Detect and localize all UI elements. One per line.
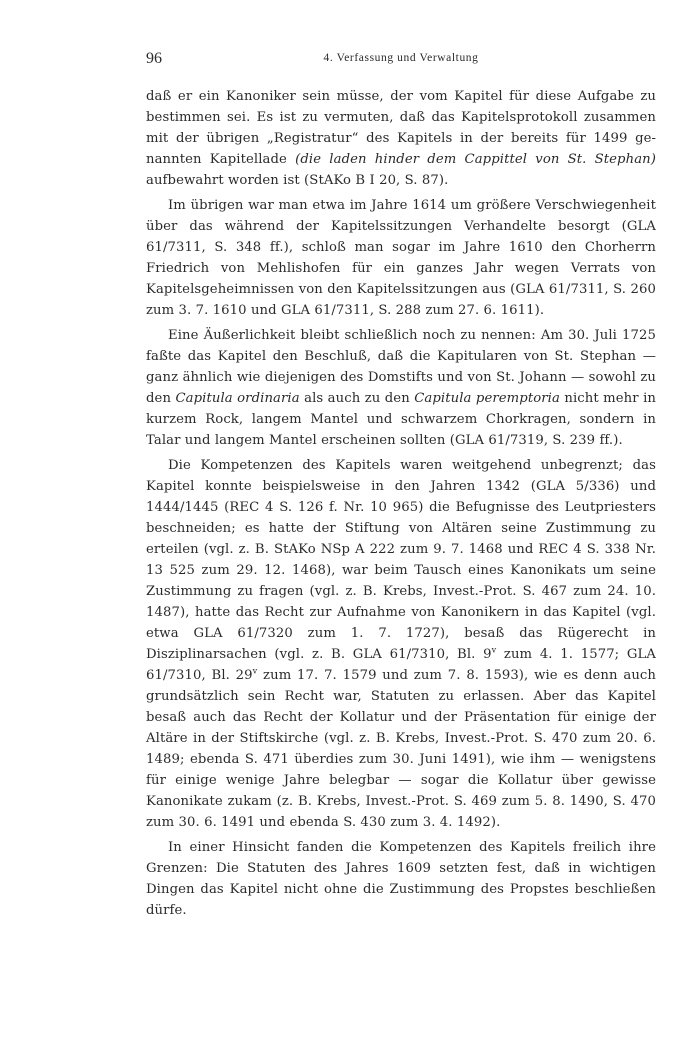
paragraph bbox=[146, 86, 656, 191]
text-segment: daß er ein Kanoniker sein müsse, der vom Kapitel für diese Aufgabe zu bestimmen sei. Es ist zu vermuten, daß das Kapitelsprotokoll zusammen mit der übrigen „Registratur“ des Kapitels in der bereits für 1499 genannten Kapitellade bbox=[146, 89, 656, 167]
superscript: v bbox=[252, 666, 258, 676]
italic-text: Capitula peremptoria bbox=[414, 391, 560, 406]
running-head bbox=[146, 50, 656, 72]
superscript: v bbox=[491, 645, 497, 655]
page-number: 96 bbox=[146, 50, 162, 67]
text-segment: Die Kompetenzen des Kapitels waren weitgehend unbegrenzt; das Kapitel konnte beispielsweise in den Jahren 1342 (GLA 5/336) und 1444/1445 (REC 4 S. 126 f. Nr. 10 965) die Befugnisse des Leutpriesters beschneiden; es hatte der Stiftung von Altären seine Zustimmung zu erteilen (vgl. z. B. StAKo NSp A 222 zum 9. 7. 1468 und REC 4 S. 338 Nr. 13 525 zum 29. 12. 1468), war beim Tausch eines Kanonikats um seine Zustimmung zu fragen (vgl. z. B. Krebs, Invest.-Prot. S. 467 zum 24. 10. 1487), hatte das Recht zur Aufnahme von Kanonikern in das Kapitel (vgl. etwa GLA 61/7320 zum 1. 7. 1727), besaß das Rügerecht in Disziplinarsachen (vgl. z. B. GLA 61/7310, Bl. 9 bbox=[146, 458, 656, 662]
text-segment: nicht mehr in kurzem Rock, langem Mantel und schwarzem Chorkragen, sondern in Talar und langem Mantel erscheinen sollten (GLA 61/7319, S. 239 ff.). bbox=[146, 391, 656, 448]
paragraph bbox=[146, 837, 656, 921]
body-text bbox=[146, 86, 656, 921]
paragraph bbox=[146, 325, 656, 451]
text-segment: Eine Äußerlichkeit bleibt schließlich noch zu nennen: Am 30. Juli 1725 faßte das Kapitel den Beschluß, daß die Kapitularen von St. Stephan — ganz ähnlich wie diejenigen des Domstifts und von St. Johann — sowohl zu den bbox=[146, 328, 656, 406]
paragraph bbox=[146, 195, 656, 321]
text-segment: aufbewahrt worden ist (StAKo B I 20, S. 87). bbox=[146, 173, 449, 188]
text-segment: Im übrigen war man etwa im Jahre 1614 um größere Verschwiegenheit über das während der Kapitelssitzungen Verhandelte besorgt (GLA 61/7311, S. 348 ff.), schloß man sogar im Jahre 1610 den Chorherrn Friedrich von Mehlishofen für ein ganzes Jahr wegen Verrats von Kapitelsgeheimnissen von den Kapitelssitzungen aus (GLA 61/7311, S. 260 zum 3. 7. 1610 und GLA 61/7311, S. 288 zum 27. 6. 1611). bbox=[146, 198, 656, 318]
text-segment: zum 4. 1. 1577; GLA 61/7310, Bl. 29 bbox=[146, 647, 657, 683]
text-segment: zum 17. 7. 1579 und zum 7. 8. 1593), wie es denn auch grundsätzlich sein Recht war, Statuten zu erlassen. Aber das Kapitel besaß auch das Recht der Kollatur und der Präsentation für einige der Altäre in der Stiftskirche (vgl. z. B. Krebs, Invest.-Prot. S. 470 zum 20. 6. 1489; ebenda S. 471 überdies zum 30. Juni 1491), wie ihm — wenigstens für einige wenige Jahre belegbar — sogar die Kollatur über gewisse Kanonikate zukam (z. B. Krebs, Invest.-Prot. S. 469 zum 5. 8. 1490, S. 470 zum 30. 6. 1491 und ebenda S. 430 zum 3. 4. 1492). bbox=[146, 668, 656, 830]
book-page bbox=[146, 50, 656, 925]
paragraph bbox=[146, 455, 656, 833]
italic-text: Capitula ordinaria bbox=[175, 391, 300, 406]
italic-text: (die laden hinder dem Cappittel von St. Stephan) bbox=[295, 152, 656, 167]
text-segment: als auch zu den bbox=[299, 391, 415, 406]
chapter-title: 4. Verfassung und Verwaltung bbox=[323, 52, 479, 64]
text-segment: In einer Hinsicht fanden die Kompetenzen des Kapitels freilich ihre Grenzen: Die Statuten des Jahres 1609 setzten fest, daß in wichtigen Dingen das Kapitel nicht ohne die Zustimmung des Propstes beschließen dürfe. bbox=[146, 840, 656, 918]
